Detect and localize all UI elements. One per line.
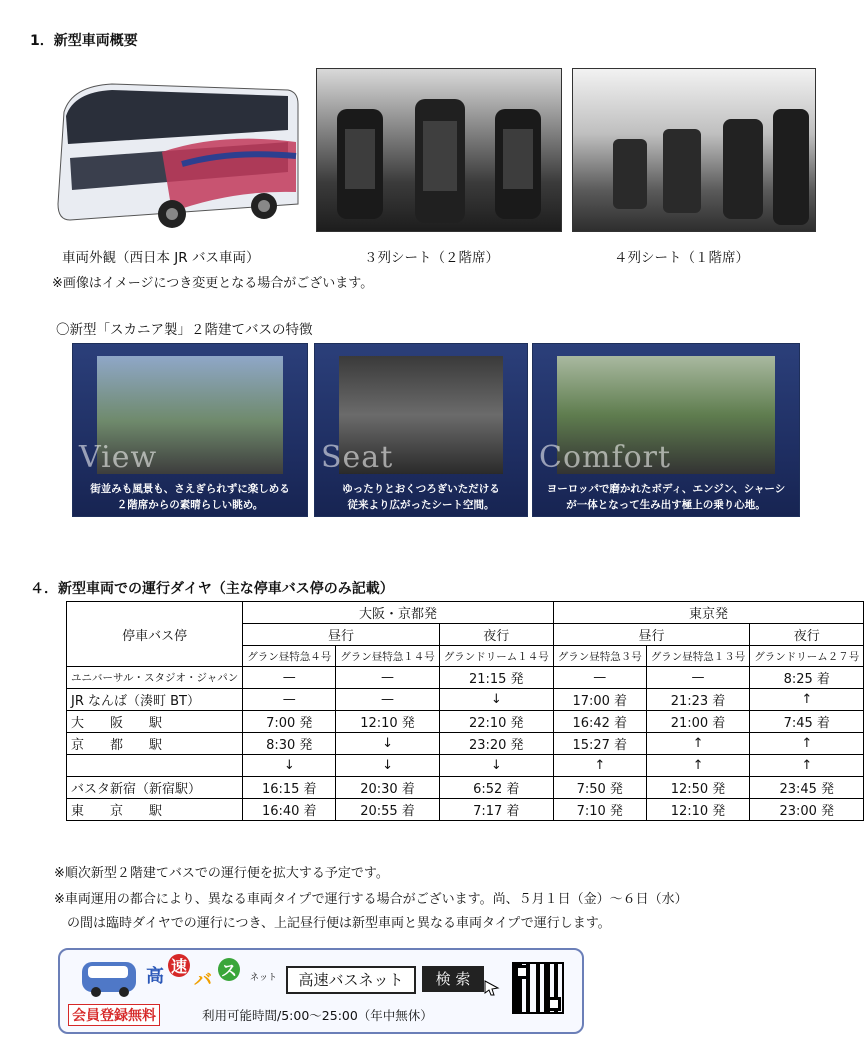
time-cell: ↓ — [439, 755, 553, 777]
service-hours: 利用可能時間/5:00～25:00（年中無休） — [202, 1008, 433, 1023]
time-cell: 16:42 着 — [553, 711, 646, 733]
caption-exterior: 車両外観（西日本 JR バス車両） — [62, 250, 260, 266]
table-row — [67, 689, 864, 711]
time-cell: ↓ — [336, 755, 440, 777]
time-cell: 22:10 発 — [439, 711, 553, 733]
banner-net-small: ネット — [250, 973, 278, 983]
timetable — [66, 601, 864, 821]
three-row-seat-photo — [316, 68, 562, 232]
feature-view-line2: ２階席からの素晴らしい眺め。 — [116, 499, 264, 511]
time-cell: 8:25 着 — [750, 667, 864, 689]
dia-note-2: ※車両運用の都合により、異なる車両タイプで運行する場合がございます。尚、５月１日（金）～６日（水） — [54, 892, 688, 907]
time-cell: ↑ — [750, 689, 864, 711]
time-cell: 7:45 着 — [750, 711, 864, 733]
train-name: グラン昼特急１４号 — [336, 646, 440, 667]
time-cell: ↑ — [750, 733, 864, 755]
cursor-arrow-icon — [484, 980, 500, 996]
feature-comfort-line2: が一体となって生み出す極上の乗り心地。 — [566, 499, 766, 511]
time-cell: 8:30 発 — [243, 733, 336, 755]
feature-view-line1: 街並みも風景も、さえぎられずに楽しめる — [90, 483, 290, 495]
highway-bus-net-banner[interactable] — [58, 948, 584, 1034]
stop-name: 東 京 駅 — [67, 799, 243, 821]
table-row — [67, 733, 864, 755]
stop-name: ユニバーサル・スタジオ・ジャパン — [67, 667, 243, 689]
features-heading: 〇新型「スカニア製」２階建てバスの特徴 — [56, 322, 313, 338]
train-name: グラン昼特急１３号 — [646, 646, 750, 667]
time-cell: ↓ — [336, 733, 440, 755]
dia-note-1: ※順次新型２階建てバスでの運行便を拡大する予定です。 — [54, 866, 389, 881]
time-cell: ↑ — [553, 755, 646, 777]
dia-note-3: の間は臨時ダイヤでの運行につき、上記昼行便は新型車両と異なる車両タイプで運行します。 — [54, 916, 611, 931]
bus-exterior-photo — [52, 72, 304, 232]
time-cell: 21:00 着 — [646, 711, 750, 733]
period-tokyo-day: 昼行 — [553, 624, 750, 646]
feature-seat-line1: ゆったりとおくつろぎいただける — [342, 483, 500, 495]
time-cell: ↓ — [439, 689, 553, 711]
section1-title: 1．新型車両概要 — [30, 33, 138, 49]
time-cell: 7:10 発 — [553, 799, 646, 821]
image-note: ※画像はイメージにつき変更となる場合がございます。 — [52, 276, 374, 291]
time-cell: 12:50 発 — [646, 777, 750, 799]
stop-name — [67, 755, 243, 777]
feature-comfort-panel — [532, 343, 800, 517]
section4-title: ４．新型車両での運行ダイヤ（主な停車バス停のみ記載） — [30, 581, 394, 597]
stop-name: 大 阪 駅 — [67, 711, 243, 733]
four-row-seat-photo — [572, 68, 816, 232]
train-name: グラン昼特急３号 — [553, 646, 646, 667]
time-cell: 15:27 着 — [553, 733, 646, 755]
stop-name: JR なんば（湊町 BT） — [67, 689, 243, 711]
time-cell: — — [243, 689, 336, 711]
train-name: グランドリーム２７号 — [750, 646, 864, 667]
direction-tokyo: 東京発 — [553, 602, 864, 624]
time-cell: 16:40 着 — [243, 799, 336, 821]
time-cell: — — [336, 667, 440, 689]
feature-comfort-word: Comfort — [539, 440, 672, 475]
time-cell: 20:30 着 — [336, 777, 440, 799]
time-cell: 7:00 発 — [243, 711, 336, 733]
table-row — [67, 777, 864, 799]
qr-code-icon[interactable] — [512, 962, 564, 1014]
period-osaka-night: 夜行 — [439, 624, 553, 646]
time-cell: 7:50 発 — [553, 777, 646, 799]
time-cell: — — [243, 667, 336, 689]
time-cell: 23:20 発 — [439, 733, 553, 755]
period-tokyo-night: 夜行 — [750, 624, 864, 646]
time-cell: 7:17 着 — [439, 799, 553, 821]
time-cell: 12:10 発 — [646, 799, 750, 821]
table-row — [67, 667, 864, 689]
table-row — [67, 755, 864, 777]
feature-seat-line2: 従来より広がったシート空間。 — [347, 499, 495, 511]
feature-seat-word: Seat — [321, 440, 394, 475]
feature-view-panel — [72, 343, 308, 517]
time-cell: 21:23 着 — [646, 689, 750, 711]
train-name: グランドリーム１４号 — [439, 646, 553, 667]
banner-char: バ — [194, 970, 212, 991]
banner-char: ス — [218, 958, 240, 981]
train-name: グラン昼特急４号 — [243, 646, 336, 667]
time-cell: 23:00 発 — [750, 799, 864, 821]
time-cell: 20:55 着 — [336, 799, 440, 821]
stop-header: 停車バス停 — [67, 602, 243, 667]
time-cell: ↑ — [646, 755, 750, 777]
bus-mascot-icon — [78, 956, 142, 998]
table-row — [67, 711, 864, 733]
stop-name: 京 都 駅 — [67, 733, 243, 755]
time-cell: 12:10 発 — [336, 711, 440, 733]
feature-view-word: View — [79, 440, 158, 475]
time-cell: 6:52 着 — [439, 777, 553, 799]
period-osaka-day: 昼行 — [243, 624, 440, 646]
banner-search-button[interactable]: 検 索 — [422, 966, 484, 992]
feature-seat-panel — [314, 343, 528, 517]
time-cell: 17:00 着 — [553, 689, 646, 711]
banner-char: 高 — [146, 966, 164, 987]
time-cell: — — [336, 689, 440, 711]
table-row — [67, 799, 864, 821]
banner-search-box[interactable]: 高速バスネット — [286, 966, 416, 994]
stop-name: バスタ新宿（新宿駅） — [67, 777, 243, 799]
member-registration-badge[interactable]: 会員登録無料 — [68, 1004, 160, 1026]
time-cell: — — [553, 667, 646, 689]
time-cell: 16:15 着 — [243, 777, 336, 799]
caption-three-row: ３列シート（２階席） — [364, 250, 499, 266]
caption-four-row: ４列シート（１階席） — [614, 250, 749, 266]
time-cell: ↓ — [243, 755, 336, 777]
time-cell: — — [646, 667, 750, 689]
direction-osaka: 大阪・京都発 — [243, 602, 554, 624]
feature-comfort-line1: ヨーロッパで磨かれたボディ、エンジン、シャーシ — [546, 483, 786, 495]
time-cell: ↑ — [646, 733, 750, 755]
time-cell: ↑ — [750, 755, 864, 777]
time-cell: 21:15 発 — [439, 667, 553, 689]
banner-char: 速 — [168, 954, 190, 977]
time-cell: 23:45 発 — [750, 777, 864, 799]
